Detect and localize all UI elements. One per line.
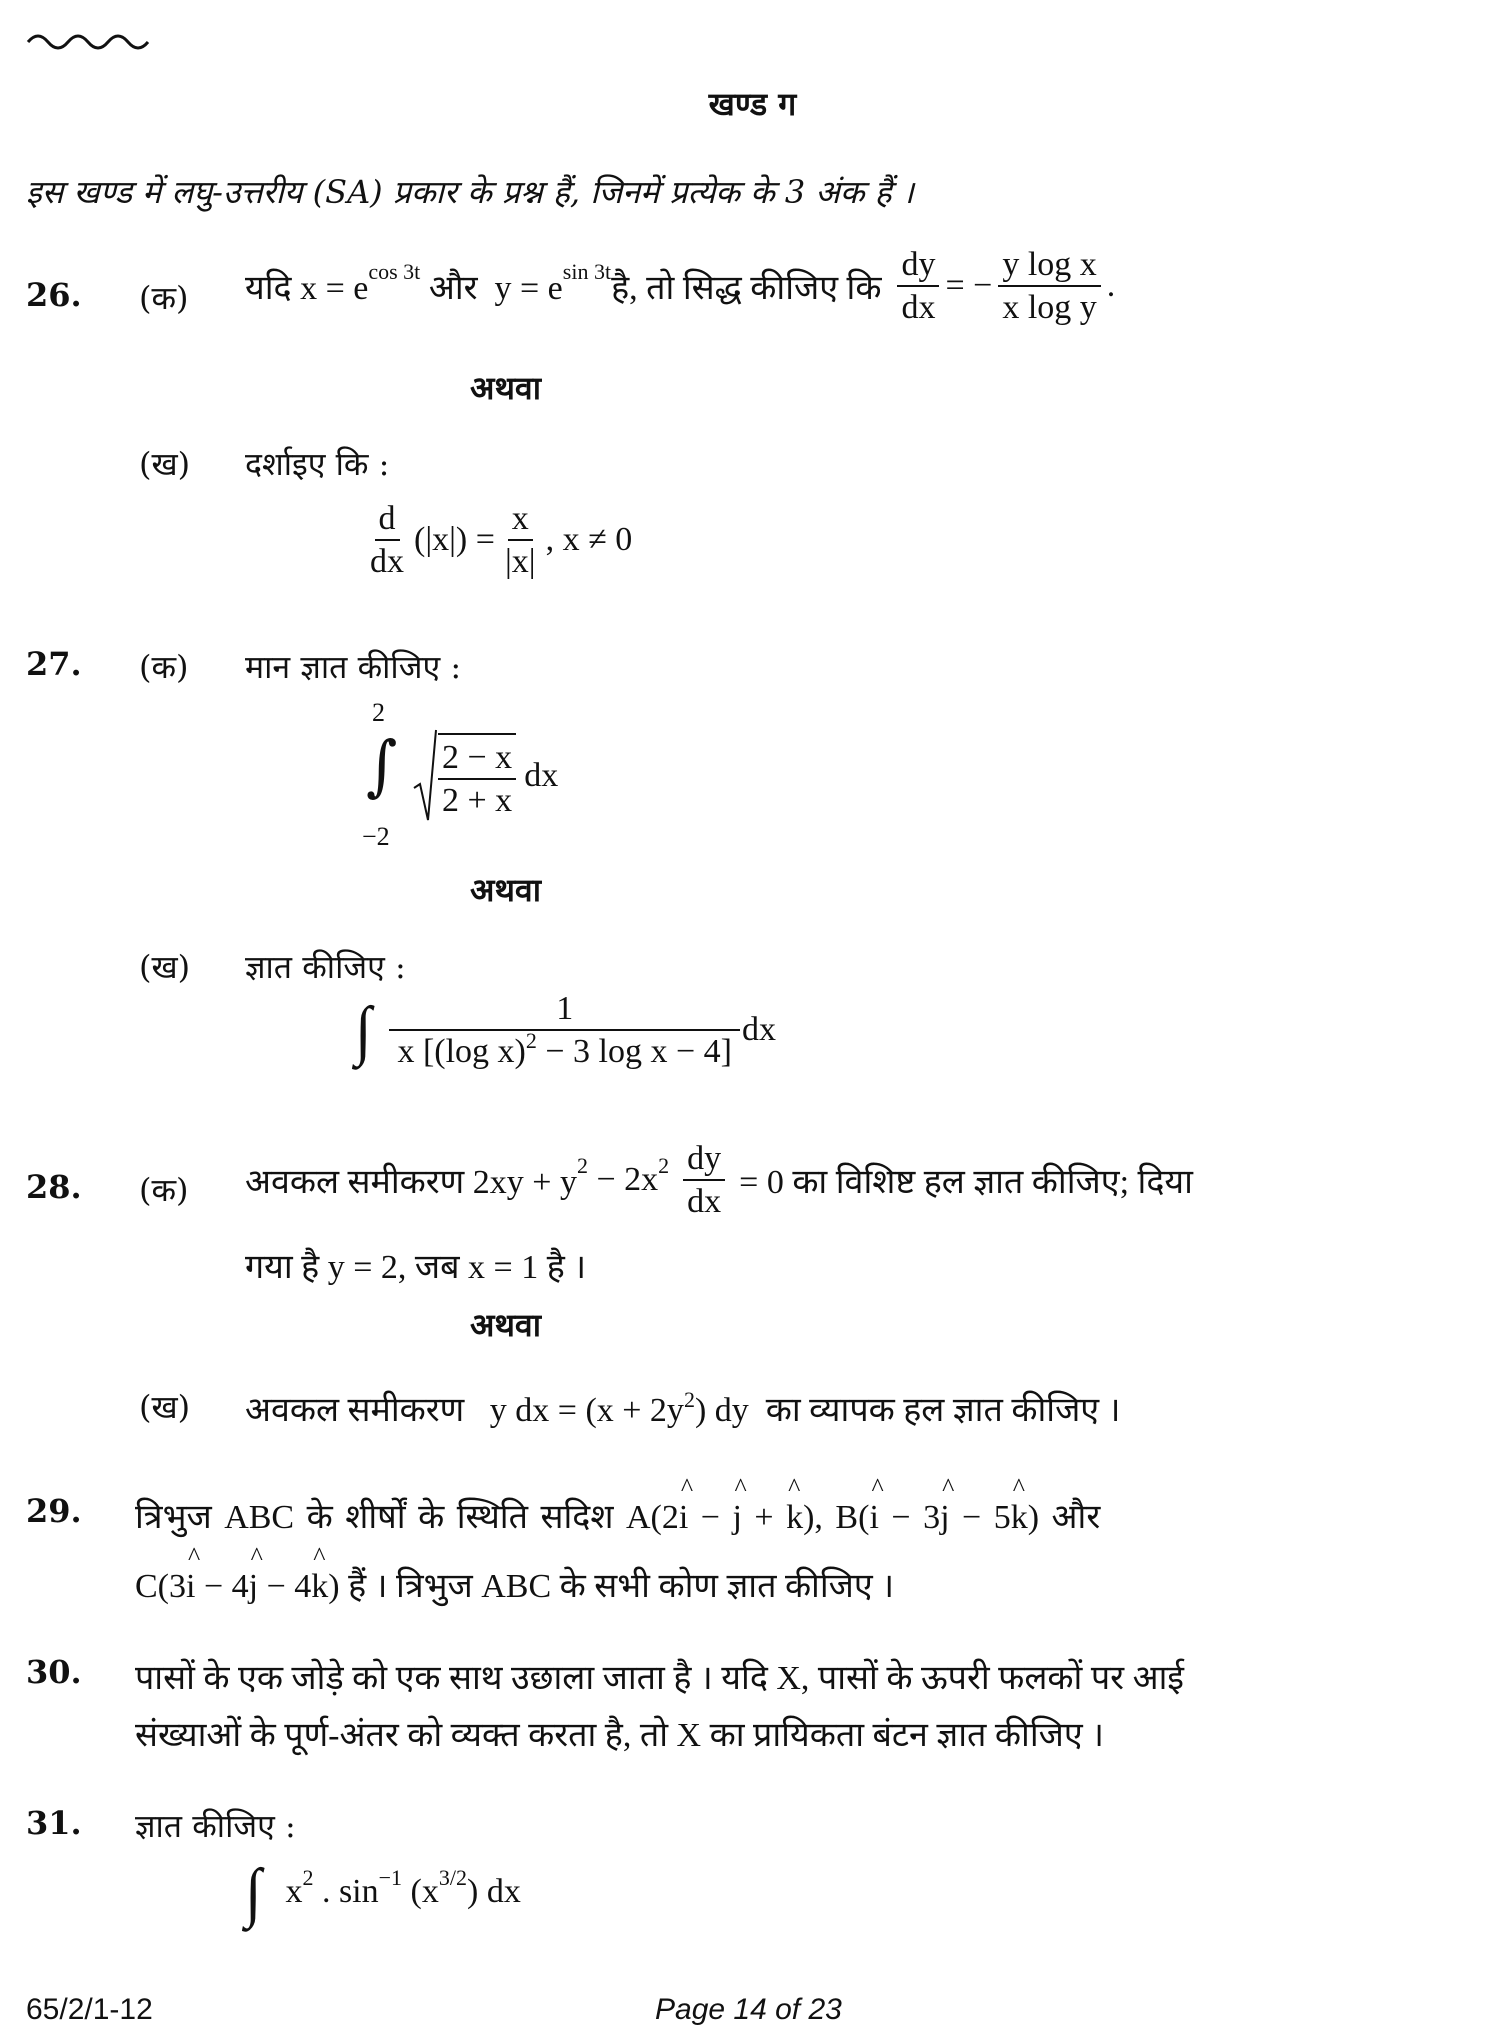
question-text: दर्शाइए कि : (245, 445, 390, 483)
unit-vector-j: ^ j (732, 1499, 741, 1537)
part-label: (क) (139, 648, 189, 686)
question-number: 31. (26, 1804, 82, 1842)
integral-sign: ∫ (245, 1855, 262, 1929)
text: − 3 log x − 4] (536, 1033, 732, 1071)
part-label: (ख) (139, 948, 191, 986)
question-text (245, 1140, 1193, 1221)
unit-vector-k: ^ k (311, 1568, 328, 1606)
exponent: 2 (683, 1387, 695, 1412)
question-text (245, 1385, 1120, 1431)
text: (|x|) = (414, 521, 495, 559)
text: dx (741, 1011, 776, 1049)
integrand (245, 1855, 521, 1929)
text: और y = e (420, 270, 563, 308)
question-number: 27. (26, 645, 82, 683)
square-root-icon (412, 728, 438, 824)
denominator: dx (901, 289, 936, 327)
question-text: ज्ञात कीजिए : (135, 1807, 296, 1845)
text: = − (945, 267, 993, 305)
question-text: त्रिभुज ABC के शीर्षों के स्थिति सदिश A(2^ i − ^ j + ^ k), B(^ i − 3^ j − 5^ k) और (135, 1492, 1100, 1538)
question-text: मान ज्ञात कीजिए : (245, 648, 462, 686)
question-number: 29. (26, 1492, 82, 1530)
denominator: x log y (1002, 289, 1097, 327)
text: त्रिभुज ABC के शीर्षों के स्थिति सदिश A(2 (135, 1499, 679, 1536)
fraction (683, 1140, 725, 1221)
text: ) dx (467, 1873, 521, 1910)
unit-vector-k: ^ k (786, 1499, 803, 1537)
section-title: खण्ड ग (708, 85, 797, 123)
upper-limit: 2 (372, 698, 385, 727)
or-label: अथवा (470, 1306, 541, 1344)
integrand (412, 728, 558, 824)
unit-vector-i: ^ i (186, 1568, 195, 1606)
numerator: y log x (998, 246, 1100, 287)
unit-vector-i: ^ i (679, 1499, 688, 1537)
exponent: 2 (525, 1028, 537, 1054)
question-number: 28. (26, 1168, 82, 1206)
exponent: 2 (576, 1153, 588, 1179)
numerator: x (508, 500, 533, 541)
text: C(3 (135, 1568, 186, 1605)
integral-sign: ∫ (366, 727, 398, 805)
or-label: अथवा (470, 871, 541, 909)
text: ) dy का व्यापक हल ज्ञात कीजिए । (694, 1392, 1121, 1429)
question-text-line-2: C(3^ i − 4^ j − 4^ k) हैं । त्रिभुज ABC के सभी कोण ज्ञात कीजिए । (135, 1561, 894, 1607)
text: − 2x (587, 1161, 659, 1199)
fraction (366, 500, 408, 581)
text: है, तो सिद्ध कीजिए कि (611, 270, 882, 308)
fraction (393, 990, 736, 1071)
question-text-line-2: संख्याओं के पूर्ण-अंतर को व्यक्त करता है, तो X का प्रायिकता बंटन ज्ञात कीजिए । (135, 1717, 1105, 1754)
exponent: 3/2 (438, 1865, 467, 1890)
unit-vector-j: ^ j (249, 1568, 258, 1606)
part-label: (ख) (139, 445, 191, 483)
denominator: dx (687, 1183, 722, 1221)
denominator: dx (370, 543, 404, 581)
integrand (355, 990, 776, 1071)
numerator: 1 (389, 990, 740, 1031)
question-text: ज्ञात कीजिए : (245, 948, 406, 986)
text: . sin (313, 1873, 379, 1910)
part-label: (क) (139, 1171, 189, 1209)
lower-limit: −2 (362, 822, 390, 851)
paper-code: 65/2/1-12 (26, 1993, 153, 2026)
text: और (1039, 1499, 1101, 1536)
text: . (1106, 267, 1116, 305)
text: x (285, 1873, 303, 1910)
exponent: 2 (302, 1865, 314, 1890)
or-label: अथवा (470, 369, 541, 407)
fraction (438, 733, 516, 820)
exponent: 2 (658, 1153, 670, 1179)
denominator: |x| (504, 543, 536, 581)
text: , x ≠ 0 (545, 521, 633, 559)
part-label: (क) (139, 279, 189, 317)
text: (x (402, 1873, 439, 1910)
exponent: −1 (378, 1865, 403, 1890)
text: हैं । त्रिभुज ABC के सभी कोण ज्ञात कीजिए । (339, 1568, 895, 1605)
numerator: dy (683, 1140, 725, 1181)
fraction (897, 246, 939, 327)
denominator (393, 1028, 736, 1071)
exponent: cos 3t (368, 259, 421, 285)
unit-vector-k: ^ k (1011, 1499, 1028, 1537)
unit-vector-i: ^ i (869, 1499, 878, 1537)
text: यदि x = e (245, 270, 369, 308)
fraction (501, 500, 540, 581)
text: x [(log x) (397, 1033, 526, 1071)
formula (360, 500, 632, 581)
integral-sign: ∫ (355, 994, 372, 1067)
text: अवकल समीकरण y dx = (x + 2y (245, 1392, 684, 1429)
part-label: (ख) (139, 1388, 191, 1426)
text: = 0 का विशिष्ट हल ज्ञात कीजिए; दिया (739, 1164, 1193, 1202)
fraction (998, 246, 1100, 327)
unit-vector-j: ^ j (940, 1499, 949, 1537)
numerator: 2 − x (438, 739, 516, 780)
question-number: 26. (26, 276, 82, 314)
question-text: पासों के एक जोड़े को एक साथ उछाला जाता है । यदि X, पासों के ऊपरी फलकों पर आई (135, 1660, 1185, 1697)
text: dx (524, 757, 559, 794)
question-number: 30. (26, 1653, 82, 1691)
page-number: Page 14 of 23 (655, 1993, 842, 2026)
wave-mark-icon (26, 30, 156, 50)
text: अवकल समीकरण 2xy + y (245, 1164, 577, 1202)
section-instruction: इस खण्ड में लघु-उत्तरीय (SA) प्रकार के प्रश्न हैं, जिनमें प्रत्येक के 3 अंक हैं । (26, 173, 914, 211)
denominator: 2 + x (442, 782, 513, 819)
exponent: sin 3t (562, 259, 612, 285)
question-text-line-2: गया है y = 2, जब x = 1 है । (245, 1249, 587, 1286)
question-text (245, 246, 1115, 327)
numerator: d (375, 500, 400, 541)
numerator: dy (897, 246, 939, 287)
